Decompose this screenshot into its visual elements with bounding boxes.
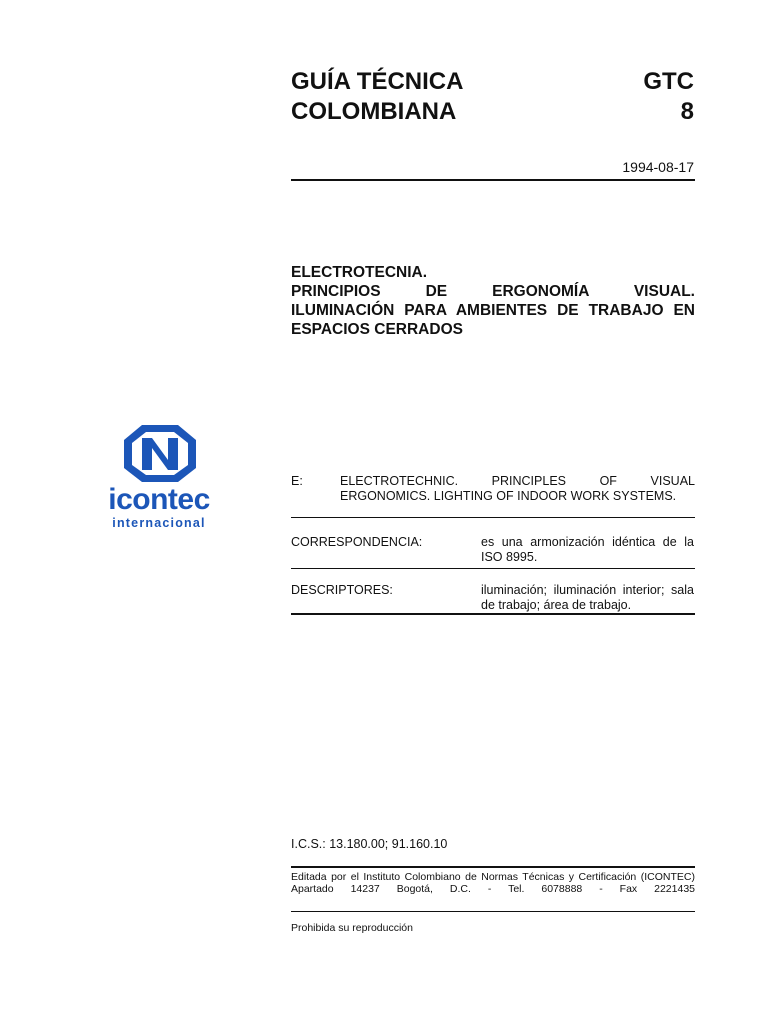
document-code <box>560 67 694 127</box>
code-line-1: GTC <box>643 68 694 95</box>
publisher-line-2: Apartado 14237 Bogotá, D.C. - Tel. 6078888 - Fax 2221435 <box>291 883 695 895</box>
title-line-2: COLOMBIANA <box>291 98 457 125</box>
english-tag: E: <box>291 474 303 488</box>
ics-divider <box>291 866 695 868</box>
logo-subtitle: internacional <box>112 516 206 530</box>
english-text <box>340 474 695 504</box>
standard-title-line-3: ILUMINACIÓN PARA AMBIENTES DE TRABAJO EN <box>291 302 695 319</box>
english-line-1: ELECTROTECHNIC. PRINCIPLES OF VISUAL <box>340 474 695 488</box>
english-divider <box>291 517 695 518</box>
correspondencia-line-1: es una armonización idéntica de la <box>481 535 694 549</box>
descriptores-label: DESCRIPTORES: <box>291 583 393 597</box>
english-line-2: ERGONOMICS. LIGHTING OF INDOOR WORK SYSTEMS. <box>340 489 677 503</box>
standard-title-line-2: PRINCIPIOS DE ERGONOMÍA VISUAL. <box>291 283 695 300</box>
correspondencia-label: CORRESPONDENCIA: <box>291 535 423 549</box>
reproduction-notice: Prohibida su reproducción <box>291 922 413 934</box>
english-title <box>291 474 695 506</box>
descriptores-line-2: de trabajo; área de trabajo. <box>481 598 632 612</box>
descriptores-value <box>481 583 694 613</box>
title-line-1: GUÍA TÉCNICA <box>291 68 464 95</box>
logo-wordmark: icontec <box>108 483 210 516</box>
publisher-line-1: Editada por el Instituto Colombiano de Normas Técnicas y Certificación (ICONTEC) <box>291 871 695 883</box>
header-divider <box>291 179 695 181</box>
publication-date: 1994-08-17 <box>622 159 694 175</box>
descriptores-divider <box>291 613 695 615</box>
ics-code: I.C.S.: 13.180.00; 91.160.10 <box>291 837 448 851</box>
correspondencia-line-2: ISO 8995. <box>481 550 538 564</box>
code-line-2: 8 <box>680 98 694 125</box>
correspondencia-divider <box>291 568 695 569</box>
standard-title <box>291 263 695 339</box>
document-title <box>291 67 551 127</box>
descriptores-line-1: iluminación; iluminación interior; sala <box>481 583 694 597</box>
publisher-divider <box>291 911 695 912</box>
standard-title-line-1: ELECTROTECNIA. <box>291 264 428 281</box>
publisher-info <box>291 871 695 895</box>
correspondencia-value <box>481 535 694 565</box>
standard-title-line-4: ESPACIOS CERRADOS <box>291 321 463 338</box>
